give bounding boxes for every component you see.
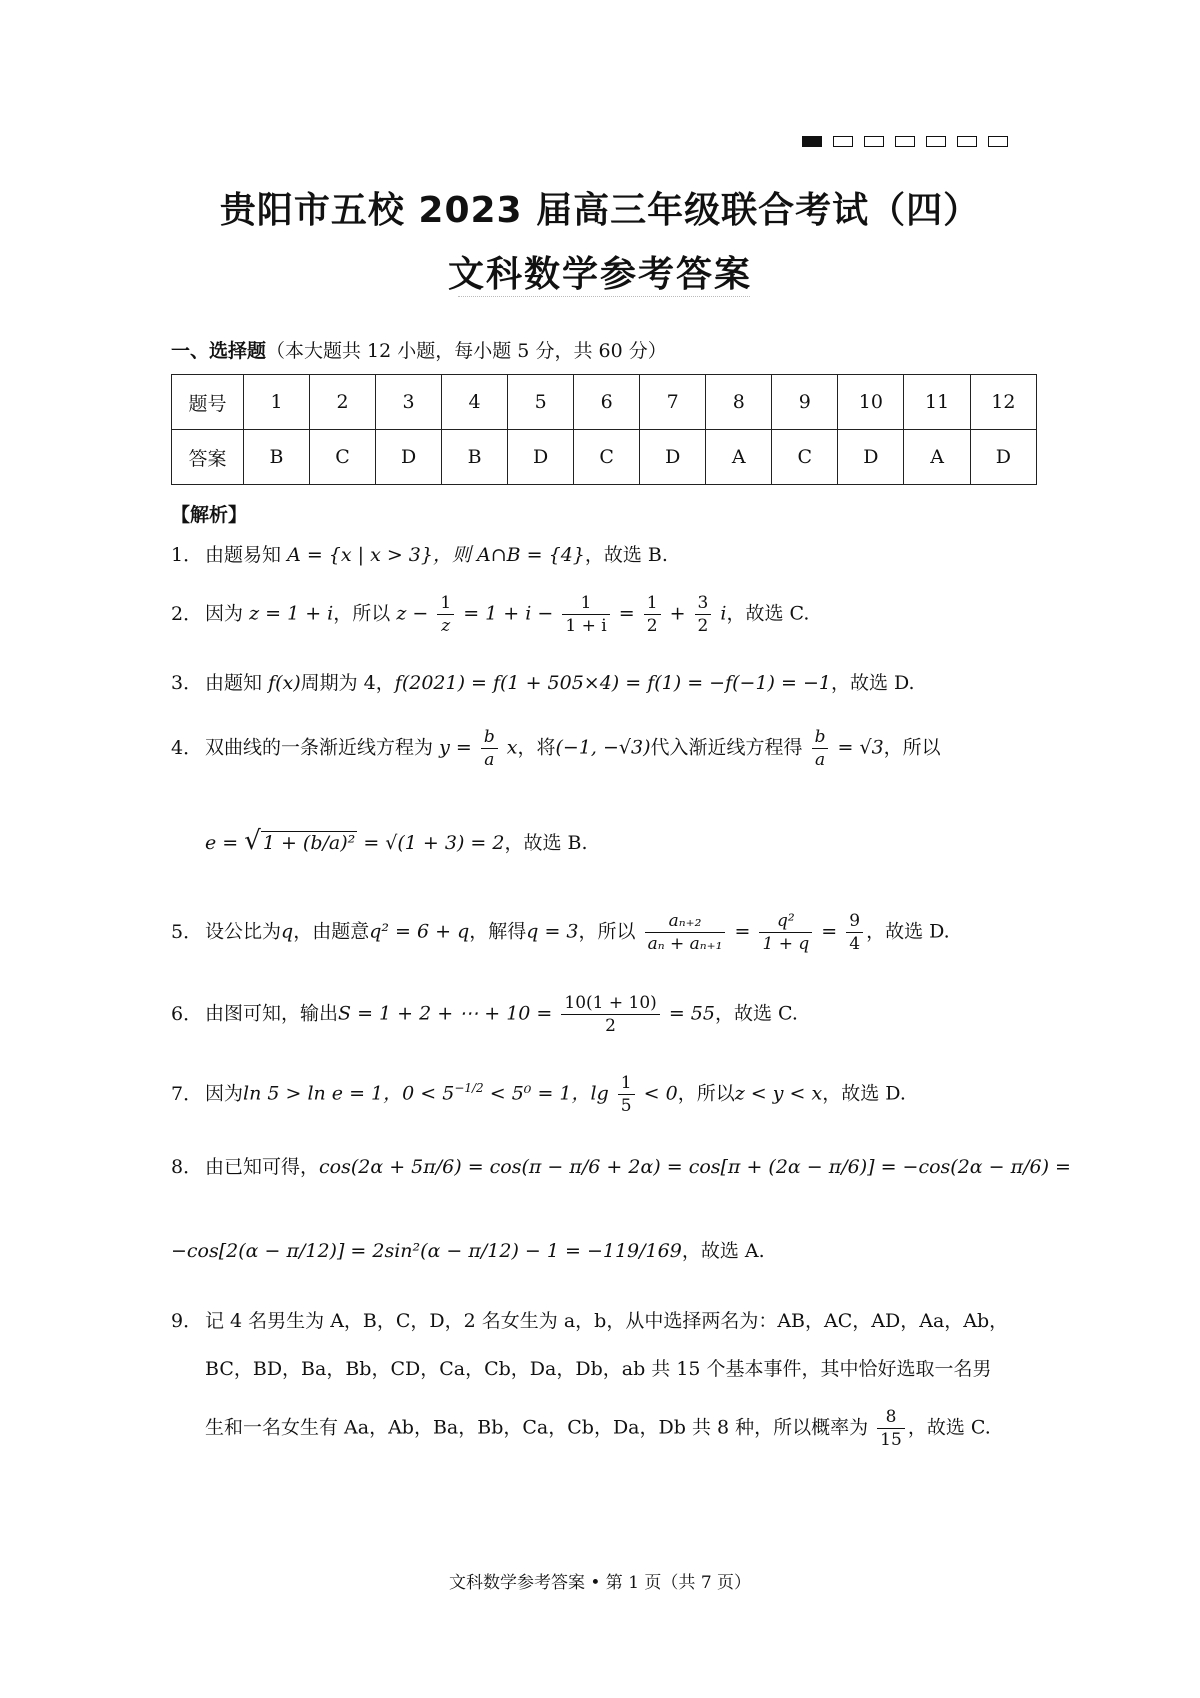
- subtitle-underline: [458, 296, 750, 297]
- table-cell: 5: [508, 375, 574, 430]
- page-indicator-box: [833, 136, 853, 147]
- item-math: f(2021) = f(1 + 505×4) = f(1) = −f(−1) = −1: [394, 672, 831, 694]
- item-text: ，故选 C.: [907, 1416, 991, 1439]
- analysis-heading: 【解析】: [171, 504, 248, 526]
- page-footer: 文科数学参考答案 • 第 1 页（共 7 页）: [448, 1573, 752, 1593]
- item-text: ，解得: [469, 920, 527, 943]
- item-number: 1．: [171, 544, 203, 566]
- page-indicator: [802, 136, 1008, 147]
- table-cell: B: [244, 430, 310, 485]
- item-math: A = {x | x > 3}，则 A∩B = {4}: [287, 544, 585, 566]
- item-math: < 5⁰ = 1，lg: [489, 1082, 609, 1105]
- solution-item-2: 2． 因为 z = 1 + i，所以 z − $\frac{1}{z}$ = 1 + i − $\frac{1}{1 + i}$ = $\frac{1}{2}$ + $\frac{3}{2}$ i，故选 C.: [171, 593, 810, 636]
- item-text: 周期为 4，: [300, 672, 395, 694]
- fraction: $\frac{b}{a}$: [812, 726, 829, 771]
- item-number: 9．: [171, 1310, 203, 1332]
- item-text: ，故选 D.: [866, 920, 950, 943]
- fraction: $\frac{1}{5}$: [618, 1072, 635, 1117]
- item-math: S = 1 + 2 + ⋯ + 10 =: [338, 1002, 553, 1025]
- table-cell: 1: [244, 375, 310, 430]
- item-text: 代入渐近线方程得: [650, 736, 803, 759]
- item-math: f(x): [268, 672, 301, 694]
- item-math: q = 3: [526, 920, 579, 943]
- item-text: 由图可知，输出: [205, 1002, 339, 1025]
- page-indicator-box: [957, 136, 977, 147]
- table-cell: 9: [772, 375, 838, 430]
- item-math: = 55: [668, 1002, 715, 1025]
- table-cell: D: [838, 430, 904, 485]
- section-heading: [171, 336, 667, 363]
- solution-item-7: 7． 因为ln 5 > ln e = 1，$0 < 5^{-1/2} < 5^0 = 1$，lg $\frac{1}{5}$ < 0，所以z < y < x，故选 D.: [171, 1073, 906, 1116]
- table-cell: D: [508, 430, 574, 485]
- solution-item-9-line3: [205, 1406, 991, 1451]
- fraction: $\frac{9}{4}$: [846, 910, 863, 955]
- table-cell: C: [310, 430, 376, 485]
- solution-item-9-line2: BC，BD，Ba，Bb，CD，Ca，Cb，Da，Db，ab 共 15 个基本事件，其中恰好选取一名男: [205, 1358, 992, 1380]
- item-number: 7．: [171, 1082, 203, 1105]
- page-indicator-box: [895, 136, 915, 147]
- table-cell: 10: [838, 375, 904, 430]
- answer-table-row-answers: [172, 430, 1037, 485]
- fraction: $\frac{3}{2}$: [695, 592, 712, 637]
- section-heading-note: （本大题共 12 小题，每小题 5 分，共 60 分）: [266, 340, 667, 362]
- solution-item-6: [171, 992, 1041, 1037]
- document-title: 贵阳市五校 2023 届高三年级联合考试（四）: [219, 190, 981, 231]
- item-math: −cos[2(α − π/12)] = 2sin²(α − π/12) − 1 = −119/169: [171, 1240, 682, 1262]
- page-indicator-box-current: [802, 136, 822, 147]
- table-cell: 11: [904, 375, 970, 430]
- fraction: $\frac{\text{aₙ₊₂}}{\text{aₙ + aₙ₊₁}}$: [645, 910, 726, 955]
- solution-item-8: [171, 1152, 1071, 1182]
- item-text: ，故选 A.: [681, 1240, 765, 1262]
- item-text: 生和一名女生有 Aa，Ab，Ba，Bb，Ca，Cb，Da，Db 共 8 种，所以概率为: [205, 1416, 869, 1439]
- item-math: cos(2α + 5π/6) = cos(π − π/6 + 2α) = cos[π + (2α − π/6)] = −cos(2α − π/6) =: [319, 1156, 1071, 1178]
- table-cell: 7: [640, 375, 706, 430]
- table-cell: A: [706, 430, 772, 485]
- table-header-cell: 题号: [172, 375, 244, 430]
- solution-item-9: [171, 1306, 1041, 1336]
- page-indicator-box: [926, 136, 946, 147]
- table-cell: B: [442, 430, 508, 485]
- table-cell: 8: [706, 375, 772, 430]
- table-cell: C: [772, 430, 838, 485]
- table-header-cell: 答案: [172, 430, 244, 485]
- fraction: $\frac{\text{q²}}{1 + q}$: [759, 910, 812, 955]
- item-number: 3．: [171, 672, 203, 694]
- fraction: $\frac{b}{a}$: [481, 726, 498, 771]
- item-text: ，故选 B.: [584, 544, 668, 566]
- answer-table-row-numbers: [172, 375, 1037, 430]
- item-text: 由题知: [205, 672, 263, 694]
- item-text: ，所以: [333, 602, 391, 625]
- item-text: ，将: [517, 736, 556, 759]
- item-text: 由题易知: [205, 544, 282, 566]
- item-number: 6．: [171, 1002, 203, 1025]
- item-number: 5．: [171, 920, 203, 943]
- item-number: 4．: [171, 736, 203, 759]
- page-indicator-box: [864, 136, 884, 147]
- table-cell: 4: [442, 375, 508, 430]
- item-text: ，由题意: [293, 920, 370, 943]
- item-math: ln 5 > ln e = 1，0 < 5: [243, 1082, 455, 1105]
- table-cell: D: [376, 430, 442, 485]
- fraction: $\frac{1}{z}$: [437, 592, 454, 637]
- solution-item-8-continued: [171, 1236, 765, 1266]
- item-math: z = 1 + i: [249, 602, 334, 625]
- table-cell: C: [574, 430, 640, 485]
- document-subtitle: 文科数学参考答案: [447, 254, 752, 295]
- fraction: $\frac{10(1 + 10)}{2}$: [561, 992, 659, 1037]
- item-text: ，故选 D.: [822, 1082, 906, 1105]
- solution-item-4-continued: e = √ 1 + (b/a)² = √(1 + 3) = 2，故选 B.: [205, 826, 588, 856]
- table-cell: 12: [970, 375, 1036, 430]
- fraction: $\frac{8}{15}$: [877, 1406, 905, 1451]
- item-text: 双曲线的一条渐近线方程为: [205, 736, 434, 759]
- item-math: < 0: [643, 1082, 678, 1105]
- table-cell: 2: [310, 375, 376, 430]
- item-text: ，故选 C.: [726, 602, 810, 625]
- item-text: 设公比为: [205, 920, 282, 943]
- table-cell: A: [904, 430, 970, 485]
- solution-item-5: 5． 设公比为q，由题意q² = 6 + q，解得q = 3，所以 $\frac{\text{aₙ₊₂}}{\text{aₙ + aₙ₊₁}}$ = $\frac{\text{q²}}{1 + q}$ = $\frac{9}{4}$ ，故选 D.: [171, 911, 950, 954]
- item-text: ，所以: [578, 920, 636, 943]
- solution-item-1: [171, 540, 1041, 570]
- table-cell: D: [970, 430, 1036, 485]
- item-text: ，所以: [677, 1082, 735, 1105]
- item-text: 因为: [205, 1082, 244, 1105]
- item-math: z −: [396, 602, 429, 625]
- item-text: ，故选 C.: [714, 1002, 798, 1025]
- item-text: 记 4 名男生为 A，B，C，D，2 名女生为 a，b，从中选择两名为：AB，AC，AD，Aa，Ab，: [205, 1310, 1009, 1332]
- item-number: 2．: [171, 602, 203, 625]
- table-cell: D: [640, 430, 706, 485]
- item-math: z < y < x: [734, 1082, 823, 1105]
- solution-item-3: [171, 668, 1041, 698]
- section-heading-label: 一、选择题: [171, 340, 267, 362]
- item-text: ，所以: [883, 736, 941, 759]
- item-text: 因为: [205, 602, 244, 625]
- table-cell: 3: [376, 375, 442, 430]
- item-math: 1 + (b/a)²: [262, 832, 356, 854]
- fraction: $\frac{1}{2}$: [644, 592, 661, 637]
- answer-table: [171, 374, 1037, 485]
- item-text: 由已知可得，: [205, 1156, 320, 1178]
- item-math: = √(1 + 3) = 2: [363, 832, 505, 854]
- item-math: q² = 6 + q: [369, 920, 470, 943]
- page-indicator-box: [988, 136, 1008, 147]
- item-text: ，故选 D.: [830, 672, 915, 694]
- solution-item-4: 4． 双曲线的一条渐近线方程为 y = $\frac{b}{a}$ x，将(−1, −√3)代入渐近线方程得 $\frac{b}{a}$ = √3，所以: [171, 727, 941, 770]
- fraction: $\frac{1}{1 + i}$: [562, 592, 609, 637]
- item-math: e =: [205, 832, 239, 854]
- table-cell: 6: [574, 375, 640, 430]
- item-number: 8．: [171, 1156, 203, 1178]
- item-math: (−1, −√3): [555, 736, 651, 759]
- item-text: ，故选 B.: [504, 832, 588, 854]
